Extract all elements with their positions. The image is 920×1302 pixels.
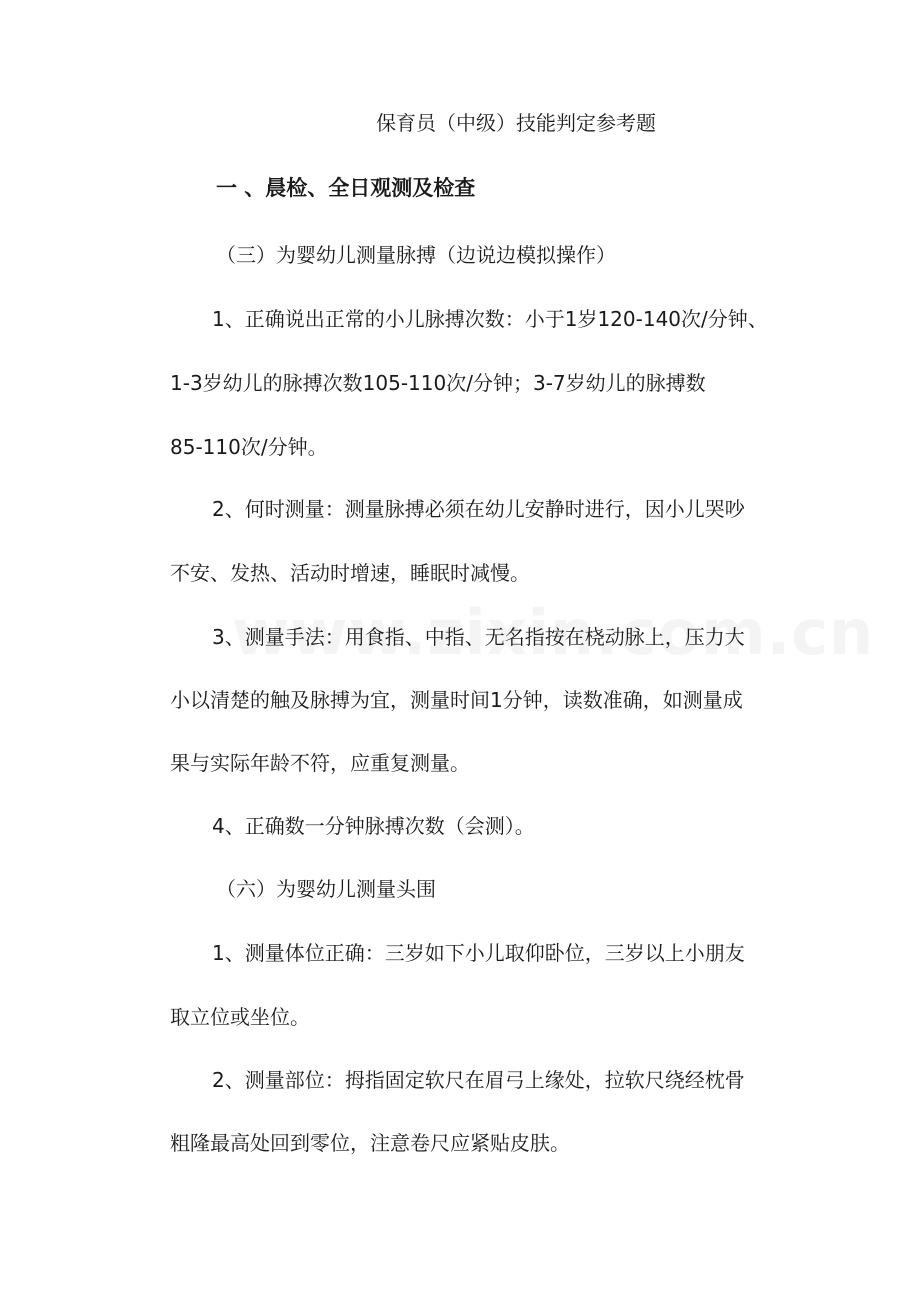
paragraph-line: 不安、发热、活动时增速，睡眠时减慢。: [170, 561, 530, 585]
paragraph-line: 2、测量部位：拇指固定软尺在眉弓上缘处，拉软尺绕经枕骨: [212, 1068, 745, 1092]
paragraph-line: 1、正确说出正常的小儿脉搏次数：小于1岁120-140次/分钟、: [212, 307, 768, 331]
paragraph-line: 小以清楚的触及脉搏为宜，测量时间1分钟，读数准确，如测量成: [170, 688, 743, 712]
paragraph-line: 1、测量体位正确：三岁如下小儿取仰卧位，三岁以上小朋友: [212, 941, 745, 965]
paragraph-line: 果与实际年龄不符，应重复测量。: [170, 751, 470, 775]
subsection-heading-3: （三）为婴幼儿测量脉搏（边说边模拟操作）: [216, 243, 616, 267]
paragraph-line: 粗隆最高处回到零位，注意卷尺应紧贴皮肤。: [170, 1131, 570, 1155]
paragraph-line: 取立位或坐位。: [170, 1005, 310, 1029]
document-title: 保育员（中级）技能判定参考题: [376, 111, 656, 135]
paragraph-line: 1-3岁幼儿的脉搏次数105-110次/分钟；3-7岁幼儿的脉搏数: [170, 371, 706, 395]
section-heading-1: 一 、晨检、全日观测及检查: [216, 176, 476, 200]
paragraph-line: 2、何时测量：测量脉搏必须在幼儿安静时进行，因小儿哭吵: [212, 497, 745, 521]
subsection-heading-6: （六）为婴幼儿测量头围: [216, 877, 436, 901]
paragraph-line: 3、测量手法：用食指、中指、无名指按在桡动脉上，压力大: [212, 625, 745, 649]
paragraph-line: 85-110次/分钟。: [170, 435, 328, 459]
paragraph-line: 4、正确数一分钟脉搏次数（会测）。: [212, 814, 535, 838]
